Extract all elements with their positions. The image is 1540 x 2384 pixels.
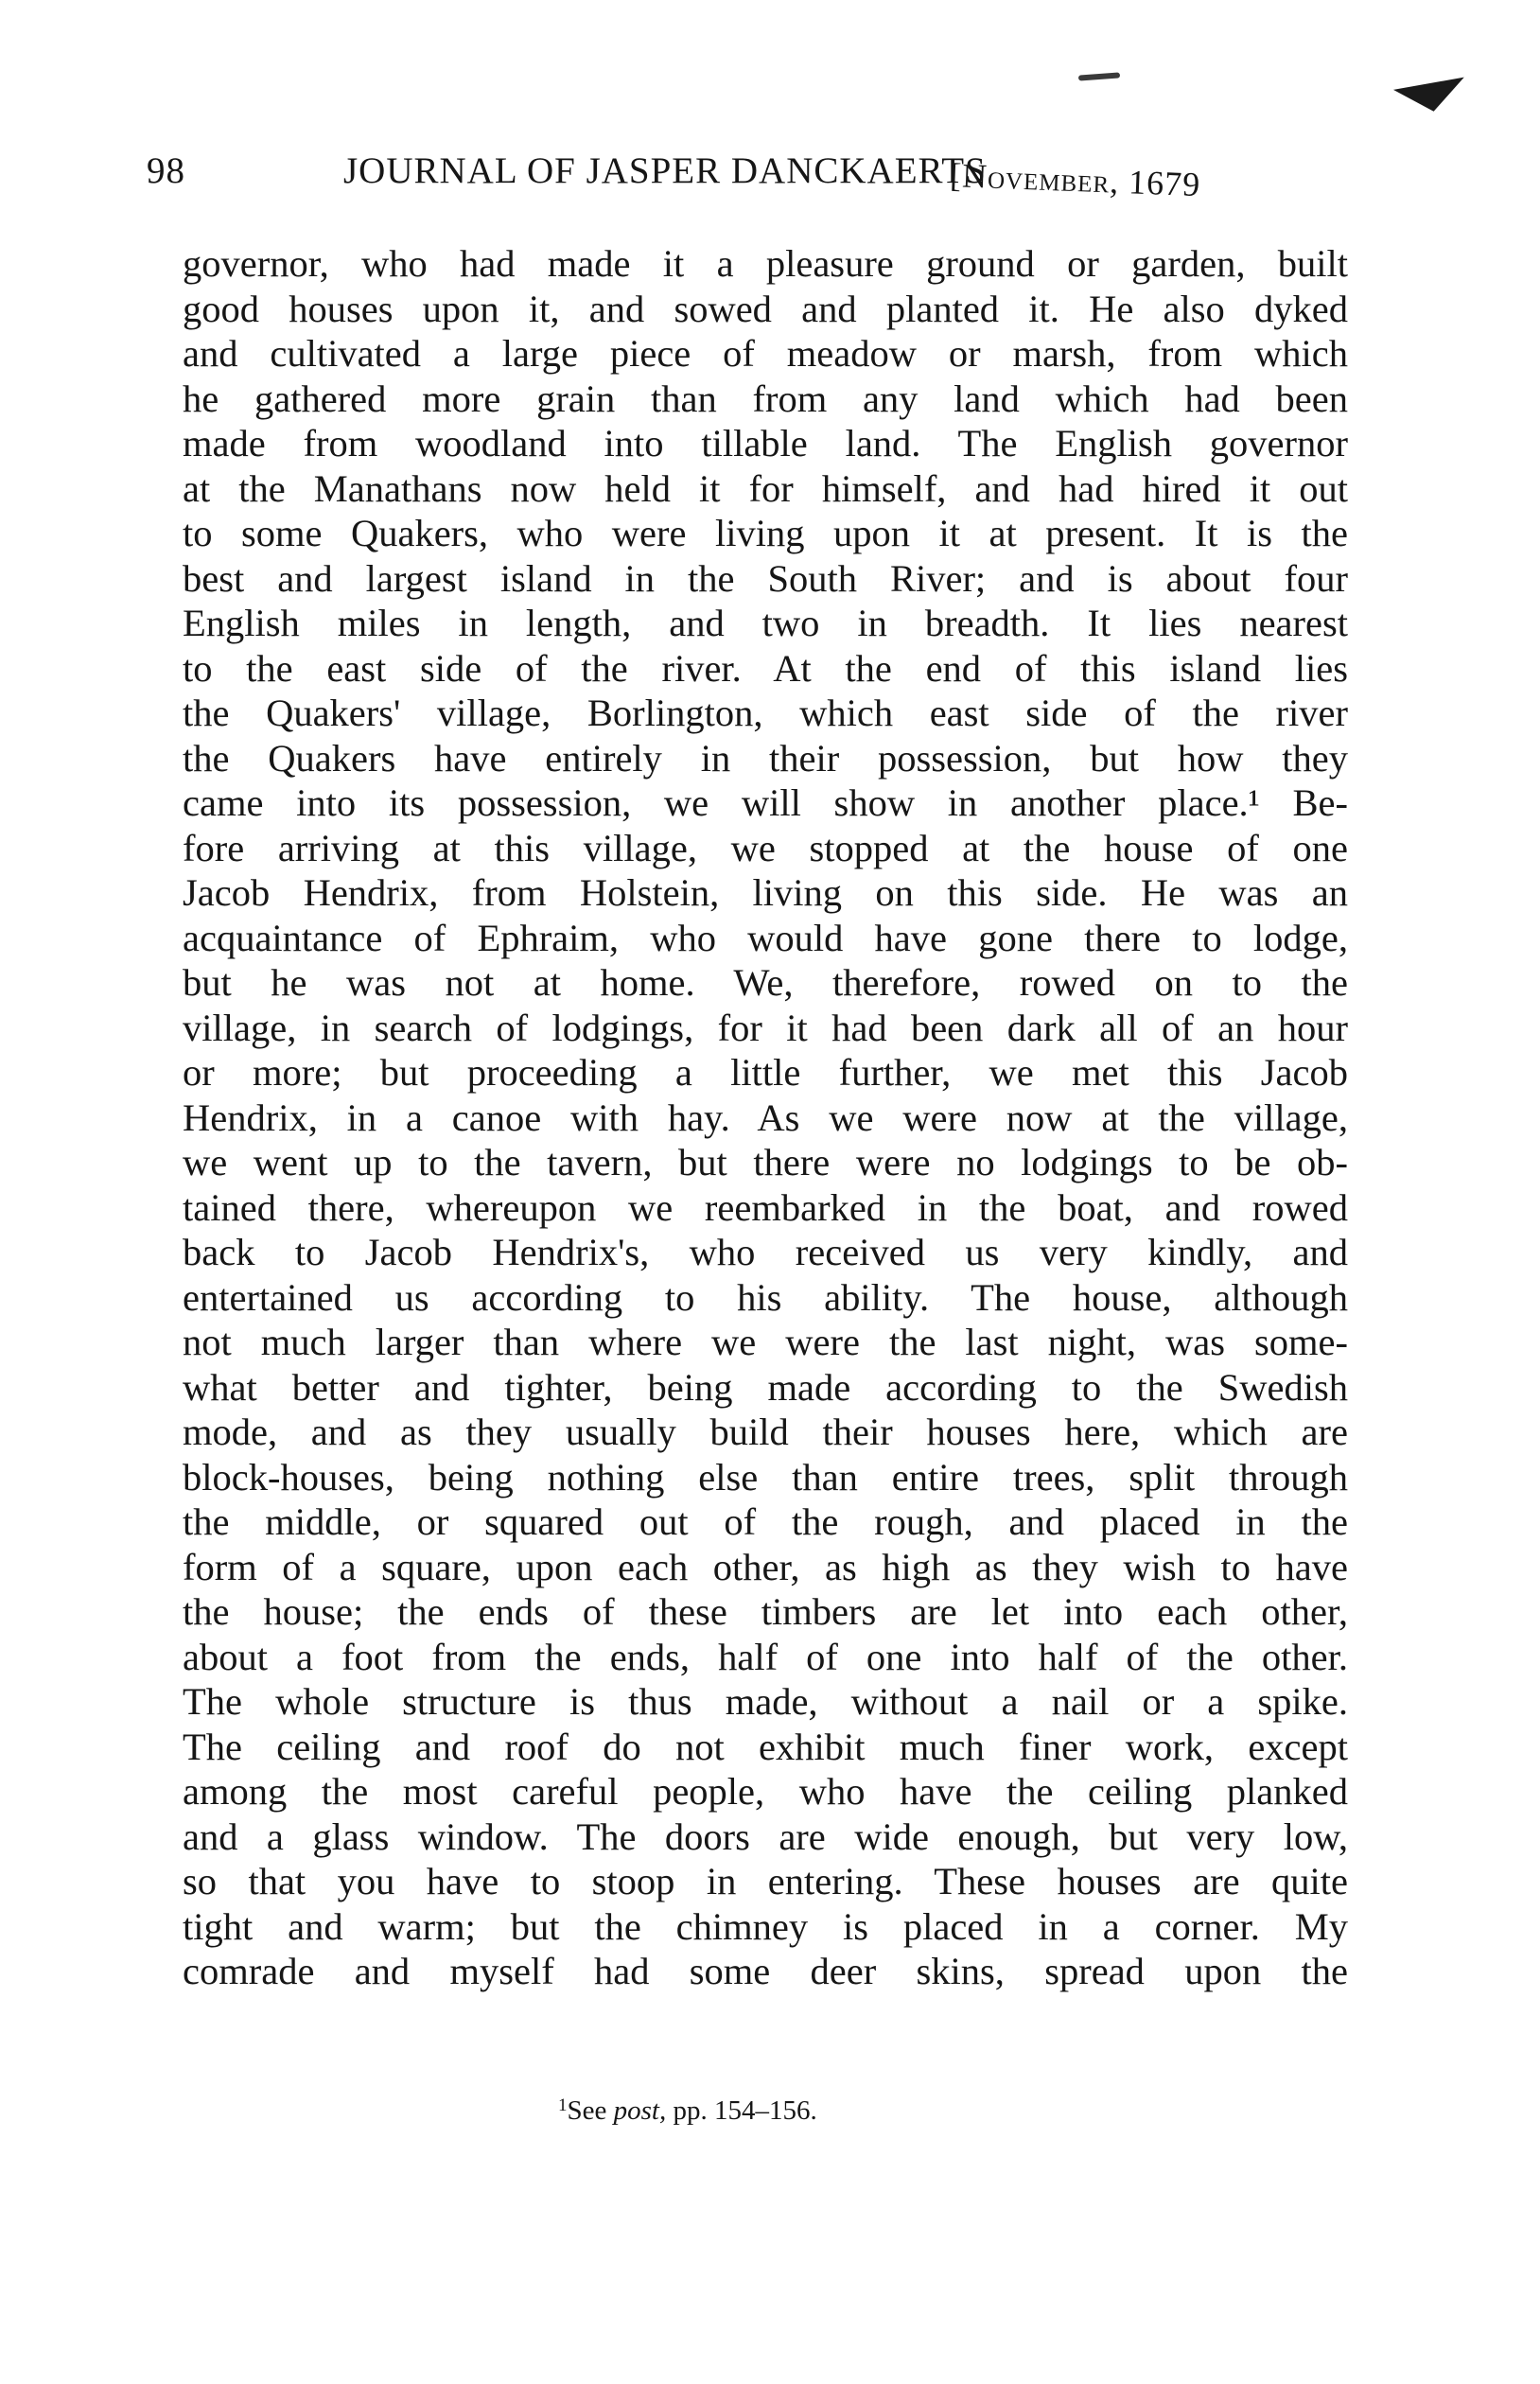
body-text [183,241,1348,1994]
text-line: and a glass window. The doors are wide enough, but very low, [183,1814,1348,1858]
text-line: the house; the ends of these timbers are let into each other, [183,1590,1348,1633]
text-line: about a foot from the ends, half of one into half of the other. [183,1635,1348,1678]
text-line: we went up to the tavern, but there were no lodgings to be ob- [183,1141,1348,1183]
text-line: Jacob Hendrix, from Holstein, living on this side. He was an [183,871,1348,914]
text-line: the middle, or squared out of the rough, and placed in the [183,1500,1348,1543]
text-line: best and largest island in the South River; and is about four [183,556,1348,600]
ink-smudge [1393,78,1469,118]
text-line: or more; but proceeding a little further, we met this Jacob [183,1051,1348,1094]
text-line: good houses upon it, and sowed and planted it. He also dyked [183,287,1348,330]
text-line: the Quakers have entirely in their possession, but how they [183,736,1348,780]
text-line: not much larger than where we were the last night, was some- [183,1321,1348,1363]
text-line: came into its possession, we will show in another place.¹ Be- [183,781,1348,824]
footnote [558,2095,817,2127]
text-line: and cultivated a large piece of meadow or marsh, from which [183,332,1348,375]
text-line: so that you have to stoop in entering. These houses are quite [183,1860,1348,1902]
running-date: [November, 1679 [949,155,1201,204]
text-line: back to Jacob Hendrix's, who received us very kindly, and [183,1231,1348,1273]
text-line: tight and warm; but the chimney is placed in a corner. My [183,1904,1348,1948]
text-line: to the east side of the river. At the end of this island lies [183,646,1348,690]
text-line: The whole structure is thus made, without a nail or a spike. [183,1680,1348,1723]
text-line: governor, who had made it a pleasure ground or garden, built [183,242,1348,285]
text-line: block-houses, being nothing else than entire trees, split through [183,1455,1348,1499]
text-line: form of a square, upon each other, as high as they wish to have [183,1545,1348,1588]
text-line: The ceiling and roof do not exhibit much finer work, except [183,1725,1348,1768]
text-line: he gathered more grain than from any land which had been [183,377,1348,420]
footnote-marker: 1 [558,2095,568,2115]
text-line: at the Manathans now held it for himself, and had hired it out [183,466,1348,510]
text-line: tained there, whereupon we reembarked in the boat, and rowed [183,1185,1348,1229]
running-title: JOURNAL OF JASPER DANCKAERTS [343,150,987,191]
text-line: Hendrix, in a canoe with hay. As we were now at the village, [183,1096,1348,1139]
text-line: but he was not at home. We, therefore, rowed on to the [183,961,1348,1004]
text-line: mode, and as they usually build their houses here, which are [183,1411,1348,1453]
text-line: acquaintance of Ephraim, who would have gone there to lodge, [183,916,1348,959]
footnote-ref: post, [613,2095,667,2126]
text-line: comrade and myself had some deer skins, spread upon the [183,1950,1348,1992]
text-line: made from woodland into tillable land. The English governor [183,422,1348,465]
text-line: the Quakers' village, Borlington, which east side of the river [183,692,1348,734]
text-line: entertained us according to his ability. The house, although [183,1275,1348,1319]
footnote-see: See [567,2095,607,2126]
page-number: 98 [147,150,185,191]
text-line: English miles in length, and two in breadth. It lies nearest [183,602,1348,644]
running-header [147,149,1357,206]
text-line: what better and tighter, being made according to the Swedish [183,1365,1348,1409]
text-line: among the most careful people, who have the ceiling planked [183,1770,1348,1813]
ink-smudge [1078,72,1120,80]
text-line: fore arriving at this village, we stopped at the house of one [183,826,1348,869]
text-line: village, in search of lodgings, for it had been dark all of an hour [183,1006,1348,1049]
text-line: to some Quakers, who were living upon it at present. It is the [183,512,1348,554]
footnote-pages: pp. 154–156. [673,2095,817,2126]
